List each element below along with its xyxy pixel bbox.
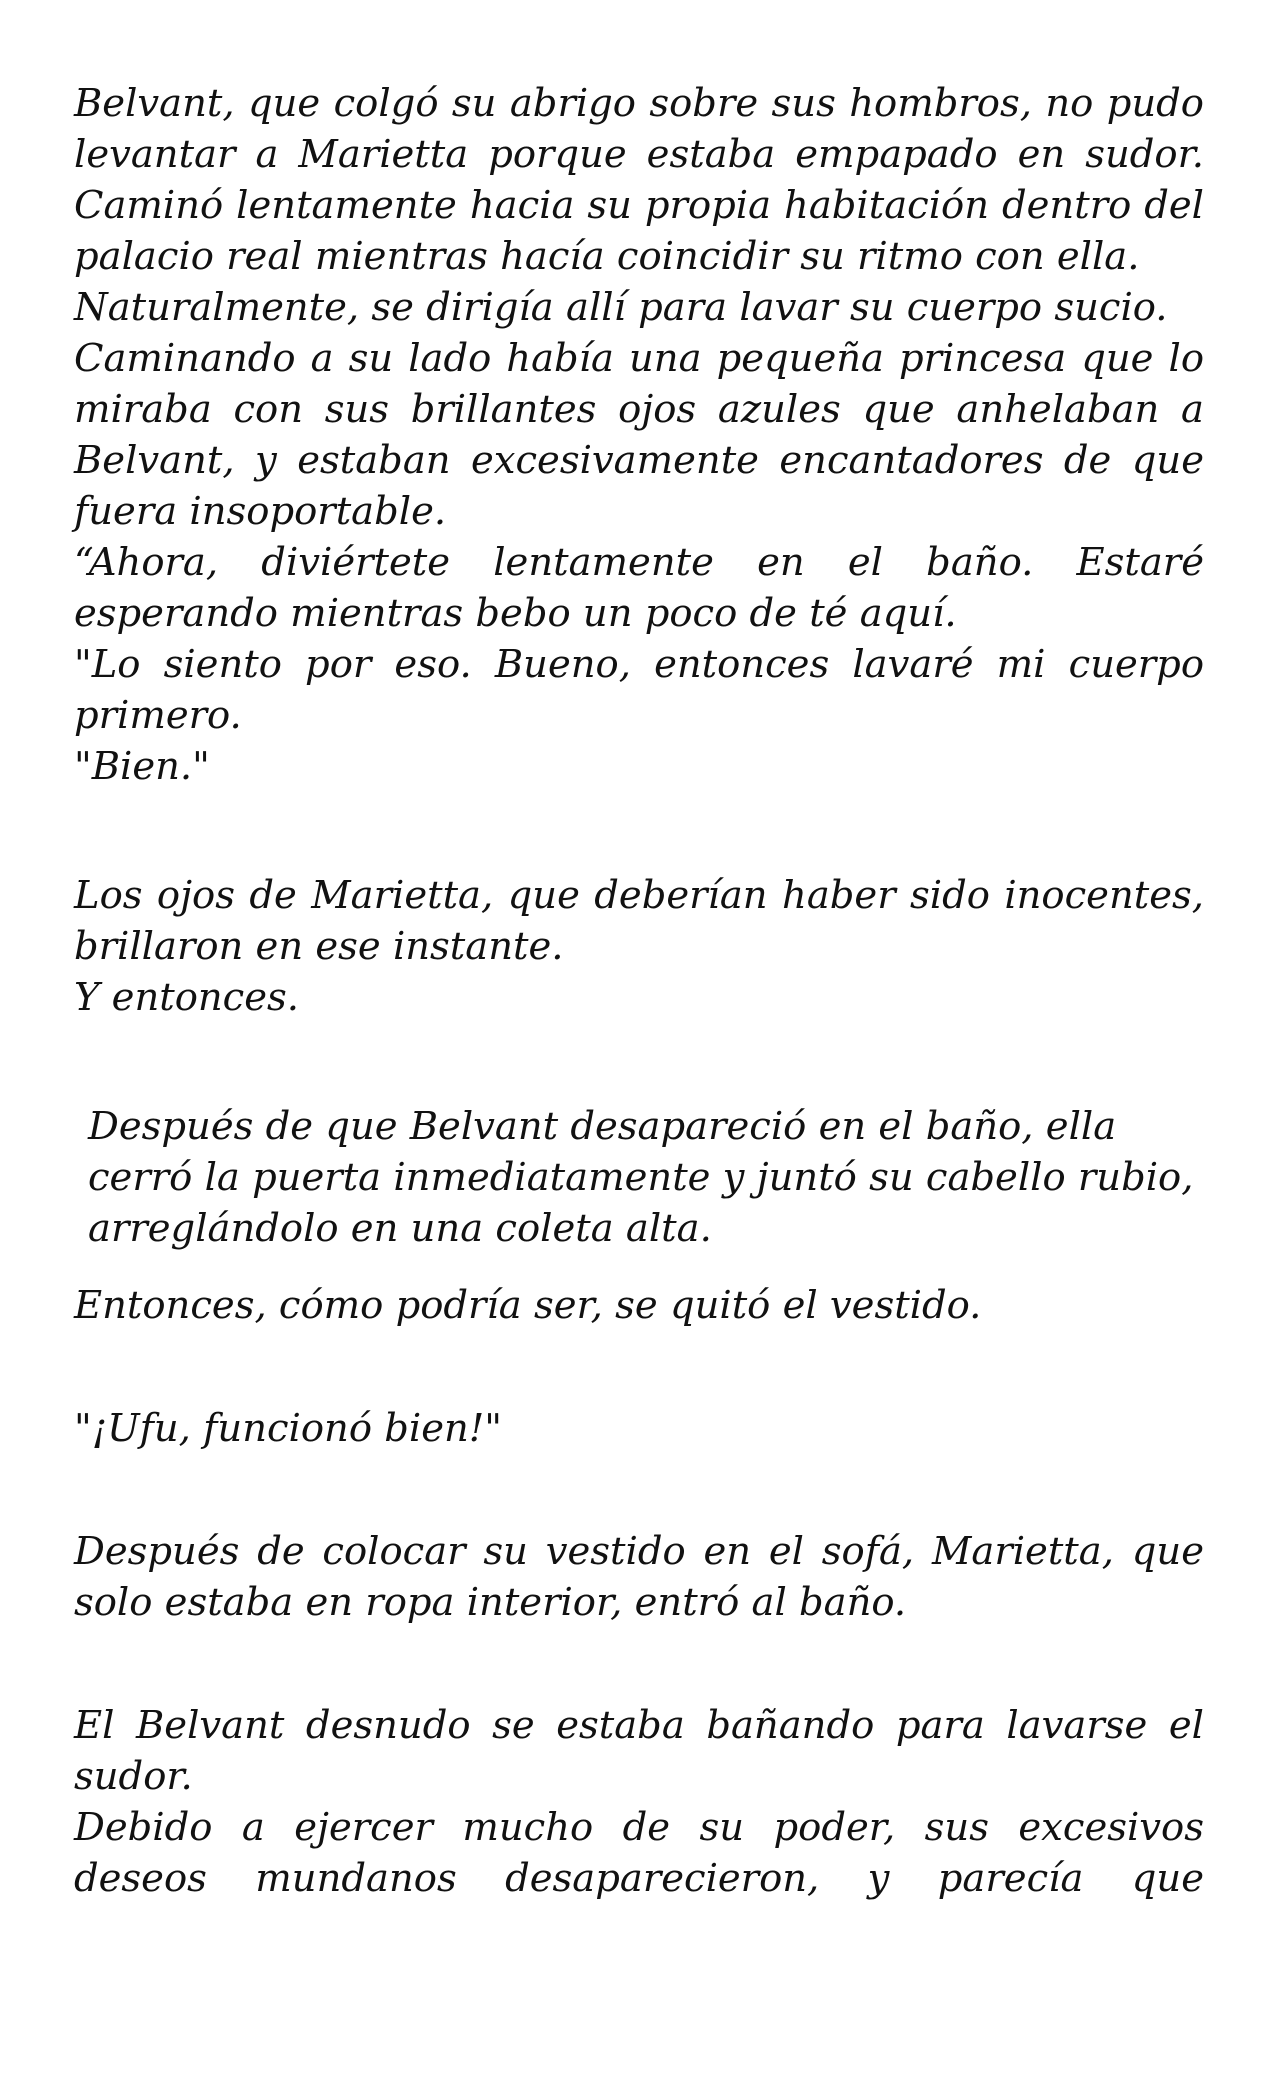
paragraph-5: "Lo siento por eso. Bueno, entonces lavaré mi cuerpo primero. <box>74 642 1204 738</box>
spacer <box>74 1628 1204 1700</box>
document-body <box>74 78 1204 1904</box>
paragraph-1: Belvant, que colgó su abrigo sobre sus hombros, no pudo levantar a Marietta porque estaba empapado en sudor. Caminó lentamente hacia su propia habitación dentro del palacio real mientras hacía coincidir su ritmo con ella. <box>74 81 1204 279</box>
paragraph-3: Caminando a su lado había una pequeña princesa que lo miraba con sus brillantes ojos azules que anhelaban a Belvant, y estaban excesivamente encantadores de que fuera insoportable. <box>74 336 1204 534</box>
spacer <box>74 1331 1204 1403</box>
paragraph-10: Entonces, cómo podría ser, se quitó el vestido. <box>74 1283 982 1328</box>
paragraph-9: Después de que Belvant desapareció en el baño, ella cerró la puerta inmediatamente y juntó su cabello rubio, arreglándolo en una coleta alta. <box>88 1104 1194 1251</box>
spacer <box>74 1023 1204 1101</box>
spacer <box>74 1254 1204 1280</box>
paragraph-8: Y entonces. <box>74 975 300 1020</box>
paragraph-4: “Ahora, diviértete lentamente en el baño. Estaré esperando mientras bebo un poco de té aquí. <box>74 540 1204 636</box>
paragraph-2: Naturalmente, se dirigía allí para lavar su cuerpo sucio. <box>74 285 1168 330</box>
paragraph-7: Los ojos de Marietta, que deberían haber sido inocentes, brillaron en ese instante. <box>74 873 1204 969</box>
paragraph-11: "¡Ufu, funcionó bien!" <box>74 1406 502 1451</box>
spacer <box>74 1454 1204 1526</box>
paragraph-13: El Belvant desnudo se estaba bañando para lavarse el sudor. <box>74 1703 1204 1799</box>
paragraph-6: "Bien." <box>74 744 210 789</box>
paragraph-14: Debido a ejercer mucho de su poder, sus excesivos deseos mundanos desaparecieron, y parecía que <box>74 1805 1204 1901</box>
paragraph-12: Después de colocar su vestido en el sofá, Marietta, que solo estaba en ropa interior, entró al baño. <box>74 1529 1204 1625</box>
spacer <box>74 792 1204 870</box>
